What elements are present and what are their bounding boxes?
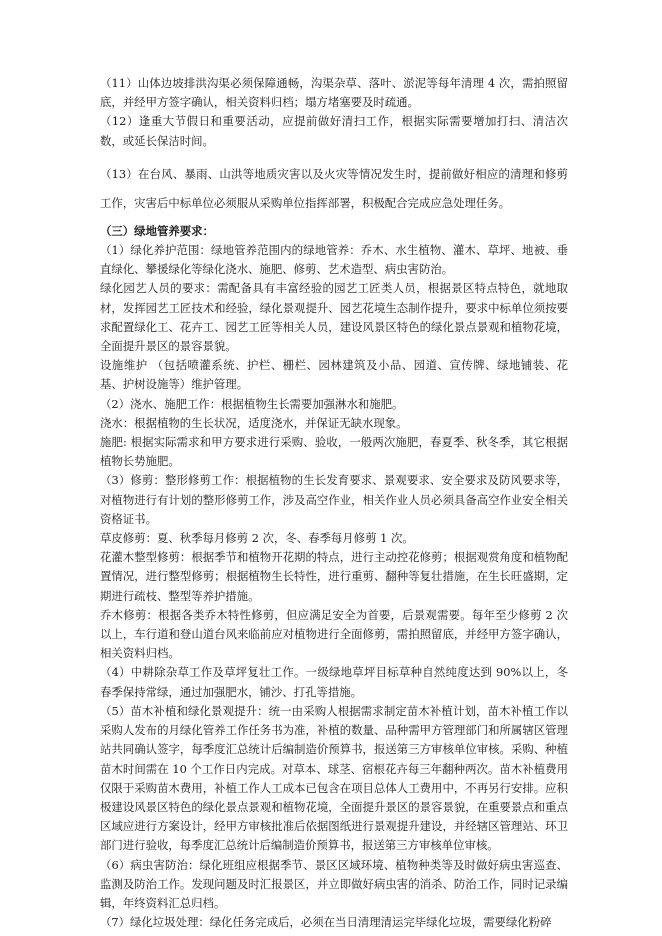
paragraph-6-pest-control: （6）病虫害防治：绿化班组应根据季节、景区区域环境、植物种类等及时做好病虫害巡查、监测及防治工作。发现问题及时汇报景区，并立即做好病虫害的消杀、防治工作，同时记录编辑，年终资料汇总归档。 [100, 857, 568, 910]
document-body [100, 74, 568, 932]
paragraph-watering: 浇水：根据植物的生长状况，适度浇水，并保证无缺水现象。 [100, 415, 408, 430]
paragraph-12-holidays: （12）逢重大节假日和重要活动，应提前做好清扫工作，根据实际需要增加打扫、清洁次数，或延长保洁时间。 [100, 114, 568, 148]
paragraph-facility-maintenance: 设施维护 （包括喷灌系统、护栏、栅栏、园林建筑及小品、园道、宣传牌、绿地铺装、花基、护树设施等）维护管理。 [100, 358, 568, 392]
paragraph-1-scope: （1）绿化养护范围：绿地管养范围内的绿地管养：乔木、水生植物、灌木、草坪、地被、垂直绿化、攀援绿化等绿化浇水、施肥、修剪、艺术造型、病虫害防治。 [100, 243, 568, 277]
paragraph-fertilizing: 施肥: 根据实际需求和甲方要求进行采购、验收，一般两次施肥，春夏季、秋冬季，其它根据植物长势施肥。 [100, 435, 568, 469]
paragraph-gardener-requirements: 绿化园艺人员的要求：需配备具有丰富经验的园艺工匠类人员，根据景区特点特色，就地取材，发挥园艺工匠技术和经验，绿化景观提升、园艺花境生态制作提升，要求中标单位须按要求配置绿化工、花卉工、园艺工匠等相关人员，建设风景区特色的绿化景点景观和植物花境，全面提升景区的景容景貌。 [100, 281, 568, 354]
paragraph-2-watering-fertilizing: （2）浇水、施肥工作：根据植物生长需要加强淋水和施肥。 [100, 396, 404, 411]
paragraph-7-green-waste: （7）绿化垃圾处理：绿化任务完成后，必须在当日清理清运完毕绿化垃圾，需要绿化粉碎 [100, 915, 552, 930]
paragraph-13-disaster: （13）在台风、暴雨、山洪等地质灾害以及火灾等情况发生时，提前做好相应的清理和修剪工作，灾害后中标单位必须服从采购单位指挥部署，积极配合完成应急处理任务。 [100, 166, 568, 210]
paragraph-3-pruning: （3）修剪：整形修剪工作：根据植物的生长发育要求、景观要求、安全要求及防风要求等，对植物进行有计划的整形修剪工作，涉及高空作业，相关作业人员必须具备高空作业安全相关资格证书。 [100, 473, 568, 526]
paragraph-4-weeding: （4）中耕除杂草工作及草坪复壮工作。一级绿地草坪目标草种自然纯度达到 90%以上，冬春季保持常绿，通过加强肥水，铺沙、打孔等措施。 [100, 665, 568, 699]
paragraph-lawn-mowing: 草皮修剪：夏、秋季每月修剪 2 次，冬、春季每月修剪 1 次。 [100, 531, 414, 546]
section-heading-greenland: （三）绿地管养要求： [100, 223, 214, 238]
paragraph-shrub-pruning: 花灌木整型修剪：根据季节和植物开花期的特点，进行主动控花修剪；根据观赏角度和植物配置情况，进行整型修剪；根据植物生长特性，进行重剪、翻种等复壮措施，在生长旺盛期，定期进行疏枝、整型等养护措施。 [100, 550, 568, 603]
paragraph-tree-pruning: 乔木修剪：根据各类乔木特性修剪，但应满足安全为首要，后景观需要。每年至少修剪 2 次以上，车行道和登山道台风来临前应对植物进行全面修剪，需拍照留底，并经甲方签字确认，相关资料归档。 [100, 607, 568, 661]
paragraph-11-drainage: （11）山体边坡排洪沟渠必须保障通畅，沟渠杂草、落叶、淤泥等每年清理 4 次，需拍照留底，并经甲方签字确认，相关资料归档；塌方堵塞要及时疏通。 [100, 76, 568, 110]
paragraph-5-replanting: （5）苗木补植和绿化景观提升：统一由采购人根据需求制定苗木补植计划，苗木补植工作以采购人发布的月绿化管养工作任务书为准，补植的数量、品种需甲方管理部门和所属辖区管理站共同确认签字，每季度汇总统计后编制造价预算书，报送第三方审核单位审核。采购、种植苗木时间需在 10 个工作日内完成。对草本、球茎、宿根花卉每三年翻种两次。苗木补植费用仅限于采购苗木费用，补植工作人工成本已包含在项目总体人工费用中，不再另行安排。应积极建设风景区特色的绿化景点景观和植物花境，全面提升景区的景容景貌，在重要景点和重点区域应进行方案设计，经甲方审核批准后依据图纸进行景观提升建设，并经辖区管理站、环卫部门进行验收，每季度汇总统计后编制造价预算书，报送第三方审核单位审核。 [100, 703, 568, 853]
